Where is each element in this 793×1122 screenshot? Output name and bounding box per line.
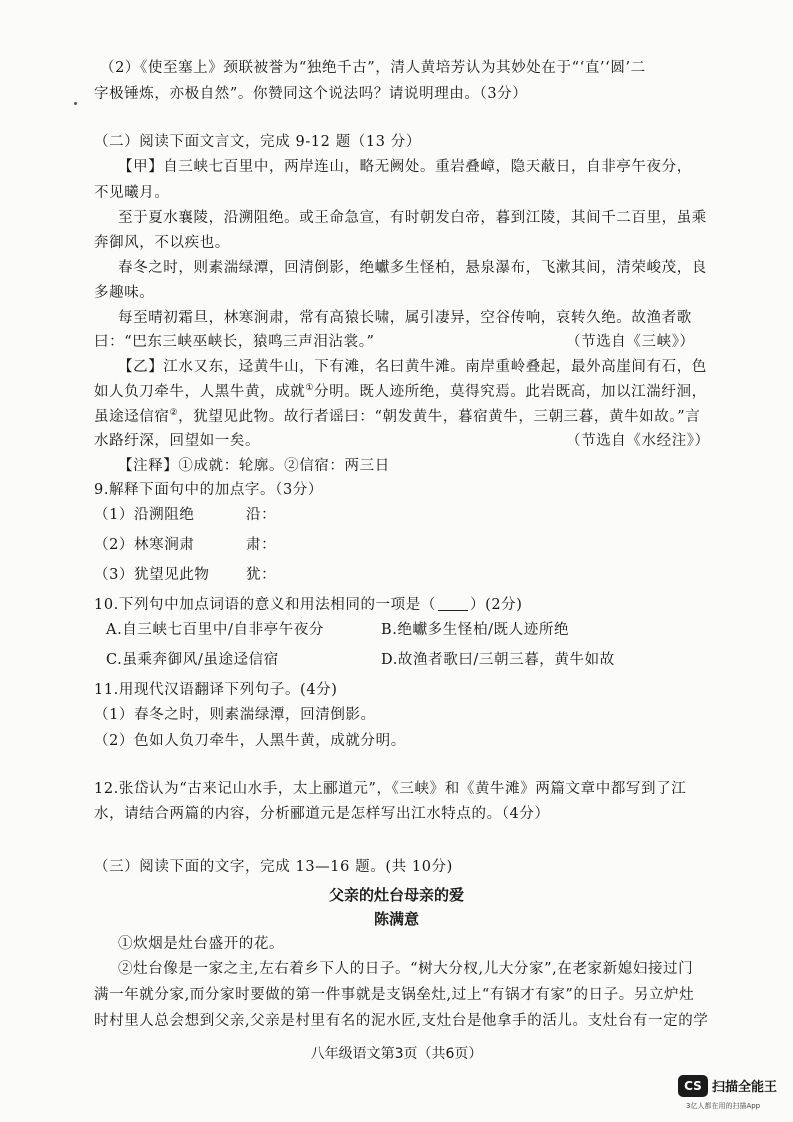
q9-item-sentence: （3）犹望见此物 (94, 567, 210, 583)
jia-line: 不见曦月。 (94, 185, 170, 201)
scanner-app-name: 扫描全能王 (712, 1080, 778, 1095)
article-para: ①炊烟是灶台盛开的花。 (118, 936, 285, 952)
q9-item-word: 沿： (246, 507, 277, 523)
jia-line: 曰：“巴东三峡巫峡长，猿鸣三声泪沾裳。” (94, 334, 375, 350)
q9-item-sentence: （1）沿溯阻绝 (94, 507, 195, 523)
scan-speck (74, 102, 77, 105)
jia-line: 【甲】自三峡七百里中，两岸连山，略无阙处。重岩叠嶂，隐天蔽日，自非亭午夜分， (118, 159, 692, 175)
section3-header: （三）阅读下面的文字，完成 13—16 题。(共 10分) (94, 859, 453, 875)
article-title: 父亲的灶台母亲的爱 (328, 886, 464, 904)
yi-line2-a: 如人负刀牵牛，人黑牛黄，成就 (94, 384, 306, 400)
yi-line4: 水路纡深，回望如一矣。 (94, 433, 261, 449)
note-marker-1: ① (305, 383, 315, 394)
jia-line: 每至晴初霜旦，林寒涧肃，常有高猿长啸，属引凄异，空谷传响，哀转久绝。故渔者歌 (118, 310, 692, 326)
q12-line2: 水，请结合两篇的内容，分析郦道元是怎样写出江水特点的。（4分） (94, 806, 550, 822)
q12-line1: 12.张岱认为“古来记山水手，太上郦道元”，《三峡》和《黄牛滩》两篇文章中都写到了江 (94, 781, 687, 797)
section2-header: （二）阅读下面文言文，完成 9-12 题（13 分） (94, 134, 421, 150)
q10-option-c: C.虽乘奔御风/虽途迳信宿 (106, 652, 279, 668)
article-para: 满一年就分家,而分家时要做的第一件事就是支锅垒灶,过上“有锅才有家”的日子。另立炉灶 (94, 987, 695, 1003)
yi-line2-b: 分明。既人迹所绝，莫得究焉。此岩既高，加以江湍纡洄， (314, 384, 707, 400)
jia-line: 春冬之时，则素湍绿潭，回清倒影，绝巘多生怪柏，悬泉瀑布，飞漱其间，清荣峻茂，良 (118, 260, 707, 276)
q10-stem-a: 10.下列句中加点词语的意义和用法相同的一项是（ (94, 597, 436, 613)
scanner-tagline: 3亿人都在用的扫描App (686, 1102, 761, 1110)
q10-stem (94, 595, 523, 615)
camscanner-logo-icon: CS (678, 1075, 708, 1097)
annotation-notes: 【注释】①成就：轮廓。②信宿：两三日 (118, 458, 390, 474)
q8-2-line2: 字极锤炼，亦极自然”。你赞同这个说法吗？请说明理由。（3分） (94, 86, 528, 102)
q11-item: （1）春冬之时，则素湍绿潭，回清倒影。 (94, 707, 376, 723)
q10-option-d: D.故渔者歌曰/三朝三暮，黄牛如故 (381, 652, 615, 668)
yi-line1: 【乙】江水又东，迳黄牛山，下有滩，名曰黄牛滩。南岸重岭叠起，最外高崖间有石，色 (118, 359, 707, 375)
jia-line: 奔御风，不以疾也。 (94, 235, 230, 251)
q11-stem: 11.用现代汉语翻译下列句子。(4分) (94, 682, 338, 698)
jia-line: 多趣味。 (94, 285, 155, 301)
q10-option-a: A.自三峡七百里中/自非亭午夜分 (106, 622, 325, 638)
page-footer: 八年级语文第3页（共6页） (310, 1046, 483, 1062)
q9-item-word: 肃： (246, 537, 277, 553)
article-para: ②灶台像是一家之主,左右着乡下人的日子。“树大分杈,儿大分家”,在老家新媳妇接过门 (118, 961, 694, 977)
q9-item-sentence: （2）林寒涧肃 (94, 537, 195, 553)
article-para: 时村里人总会想到父亲,父亲是村里有名的泥水匠,支灶台是他拿手的活儿。支灶台有一定的学 (94, 1013, 709, 1029)
yi-line3-a: 虽途迳信宿 (94, 409, 170, 425)
jia-line: 至于夏水襄陵，沿溯阻绝。或王命急宣，有时朝发白帝，暮到江陵，其间千二百里，虽乘 (118, 210, 707, 226)
answer-blank[interactable] (438, 596, 468, 611)
q8-2-line1: （2）《使至塞上》颈联被誉为“独绝千古”，清人黄培芳认为其妙处在于“‘直’‘圆’二 (100, 60, 646, 76)
q9-stem: 9.解释下面句中的加点字。（3分） (94, 482, 324, 498)
jia-source: （节选自《三峡》） (566, 334, 695, 350)
note-marker-2: ② (169, 408, 179, 419)
q11-item: （2）色如人负刀牵牛，人黑牛黄，成就分明。 (94, 733, 406, 749)
article-author: 陈满意 (373, 910, 419, 928)
yi-line2 (94, 382, 707, 402)
q9-item-word: 犹： (246, 567, 277, 583)
yi-source: （节选自《水经注》） (566, 433, 710, 449)
q10-stem-b: ）(2分) (469, 597, 523, 613)
yi-line3 (94, 407, 700, 427)
q10-option-b: B.绝巘多生怪柏/既人迹所绝 (381, 622, 570, 638)
yi-line3-b: ，犹望见此物。故行者谣曰：“朝发黄牛，暮宿黄牛，三朝三暮，黄牛如故。”言 (178, 409, 701, 425)
